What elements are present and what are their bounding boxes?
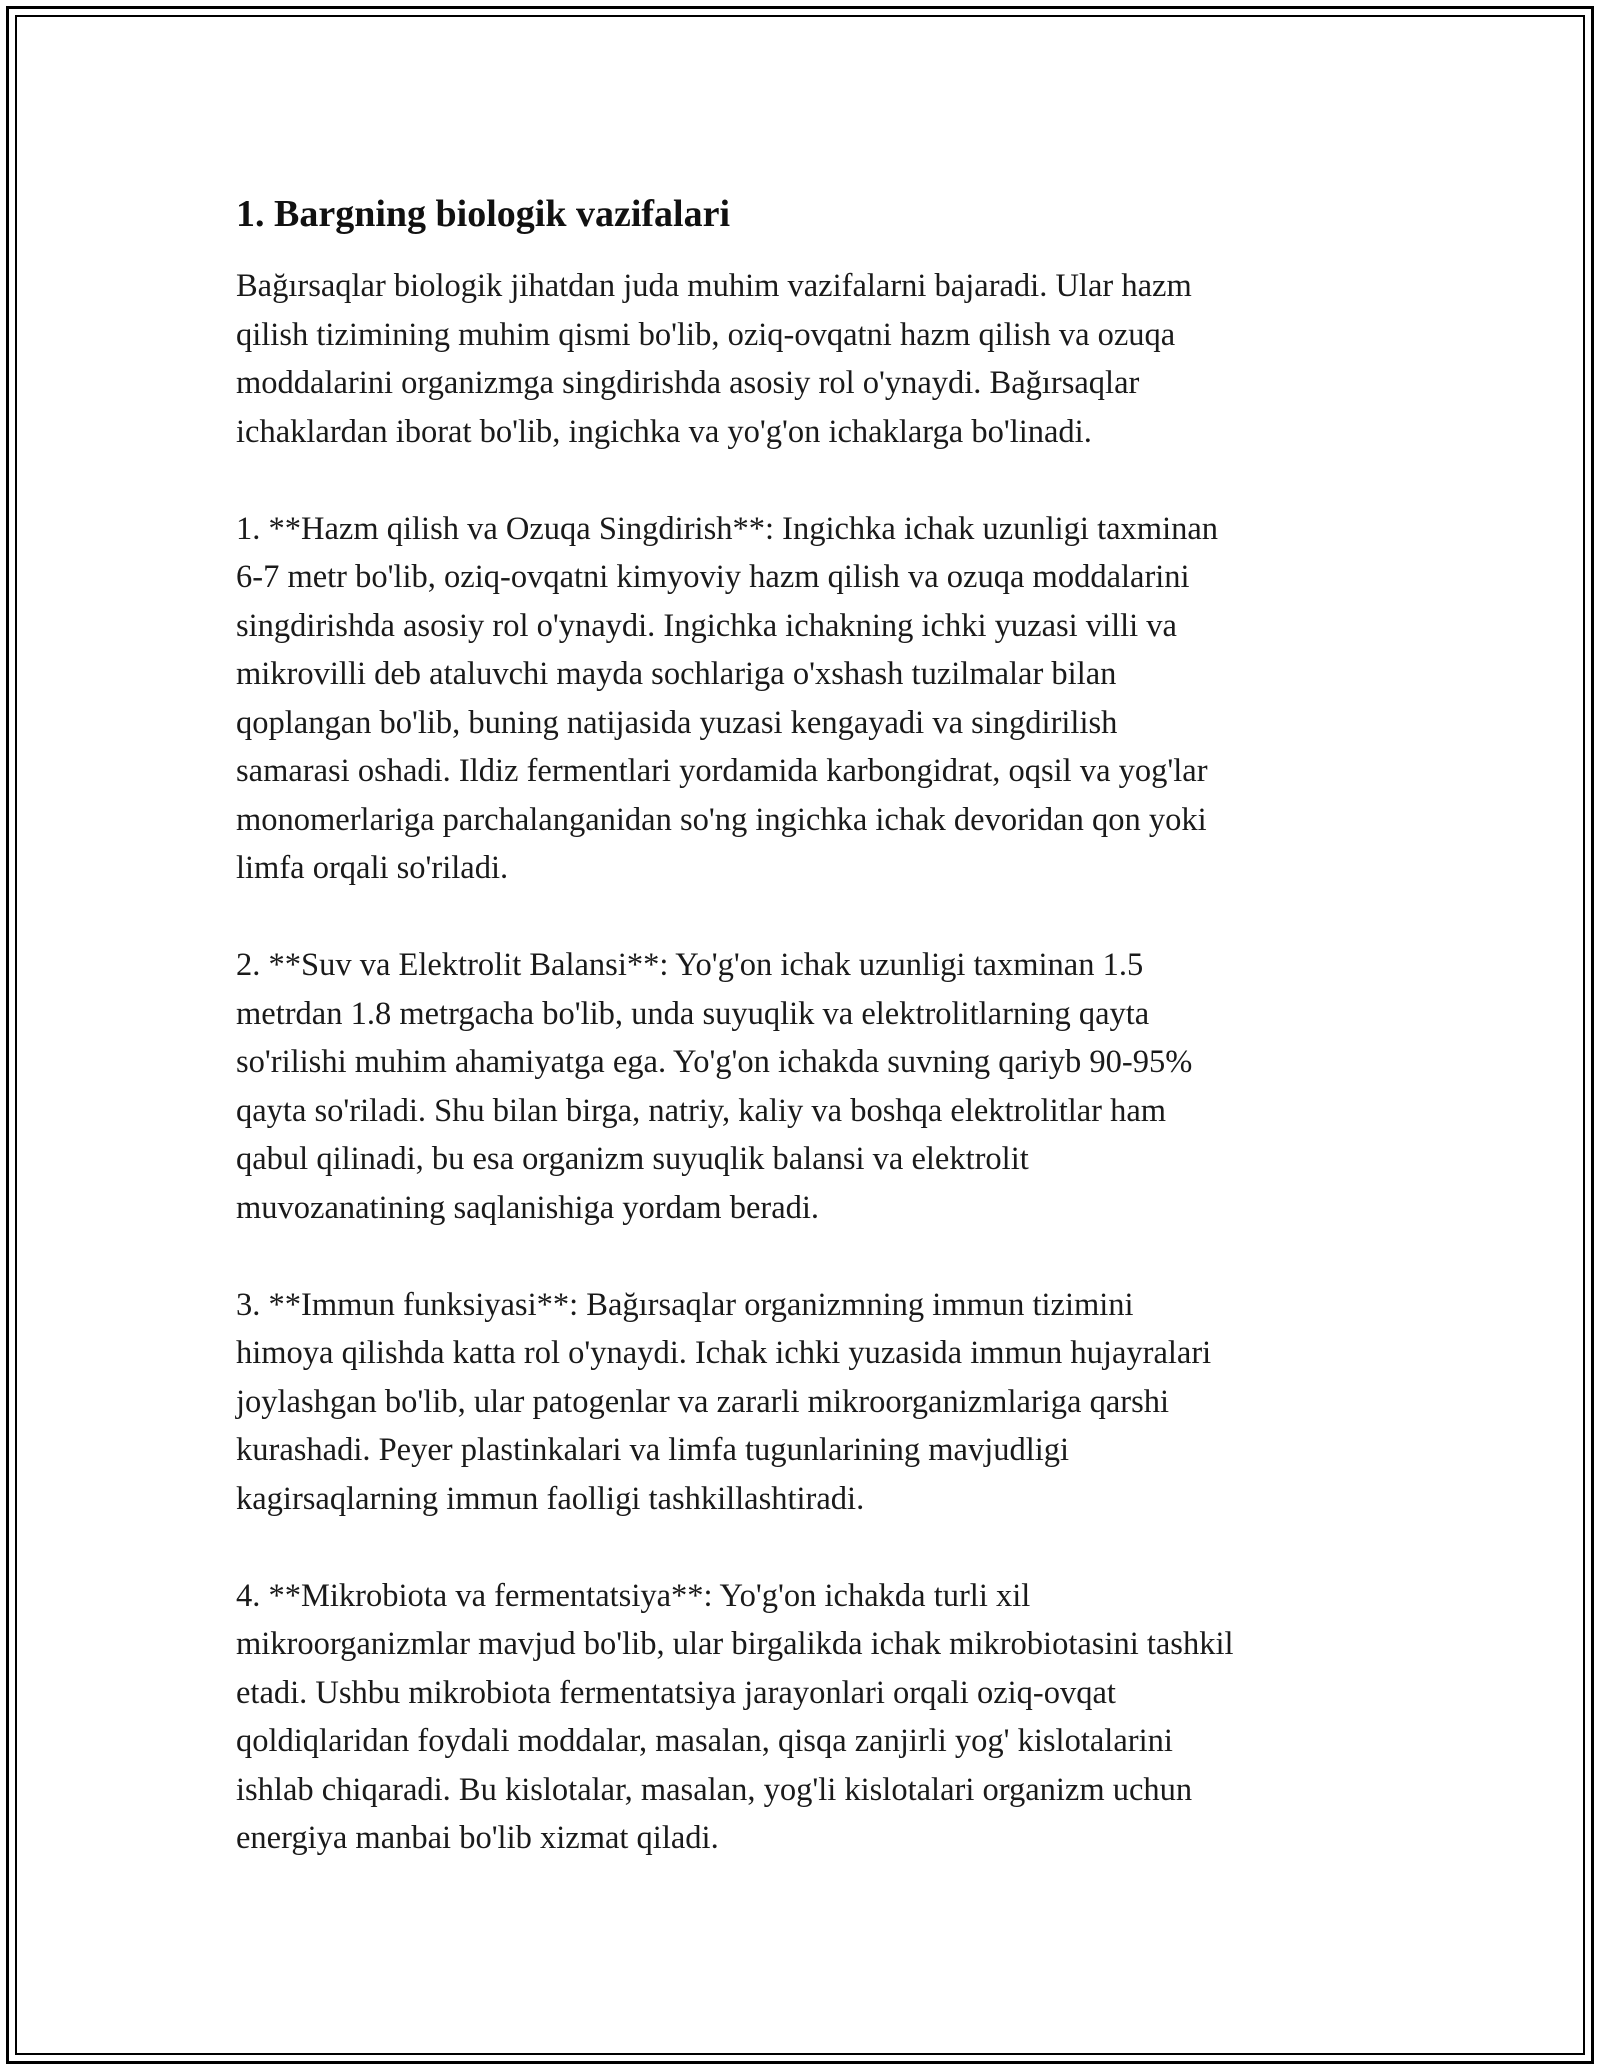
- text-line: qoldiqlaridan foydali moddalar, masalan, qisqa zanjirli yog' kislotalarini: [236, 1723, 1173, 1759]
- text-line: 3. **Immun funksiyasi**: Bağırsaqlar organizmning immun tizimini: [236, 1286, 1134, 1323]
- text-line: so'rilishi muhim ahamiyatga ega. Yo'g'on ichakda suvning qariyb 90-95%: [236, 1044, 1193, 1080]
- text-line: ishlab chiqaradi. Bu kislotalar, masalan, yog'li kislotalari organizm uchun: [236, 1771, 1193, 1808]
- text-line: limfa orqali so'riladi.: [236, 850, 509, 886]
- text-line: qilish tizimining muhim qismi bo'lib, oziq-ovqatni hazm qilish va ozuqa: [236, 316, 1176, 353]
- text-line: 4. **Mikrobiota va fermentatsiya**: Yo'g'on ichakda turli xil: [236, 1577, 1031, 1614]
- text-line: muvozanatining saqlanishiga yordam beradi.: [236, 1189, 820, 1226]
- text-line: samarasi oshadi. Ildiz fermentlari yordamida karbongidrat, oqsil va yog'lar: [236, 753, 1208, 789]
- text-line: metrdan 1.8 metrgacha bo'lib, unda suyuqlik va elektrolitlarning qayta: [236, 995, 1150, 1032]
- text-line: moddalarini organizmga singdirishda asosiy rol o'ynaydi. Bağırsaqlar: [236, 365, 1140, 401]
- paragraph-water-electrolyte: [236, 941, 1376, 1232]
- text-line: qayta so'riladi. Shu bilan birga, natriy, kaliy va boshqa elektrolitlar ham: [236, 1092, 1167, 1129]
- text-line: mikroorganizmlar mavjud bo'lib, ular birgalikda ichak mikrobiotasini tashkil: [236, 1626, 1234, 1662]
- document-body: [236, 190, 1376, 1911]
- text-line: etadi. Ushbu mikrobiota fermentatsiya jarayonlari orqali oziq-ovqat: [236, 1674, 1116, 1711]
- paragraph-immune: [236, 1281, 1376, 1524]
- text-line: singdirishda asosiy rol o'ynaydi. Ingichka ichakning ichki yuzasi villi va: [236, 607, 1177, 644]
- text-line: 6-7 metr bo'lib, oziq-ovqatni kimyoviy hazm qilish va ozuqa moddalarini: [236, 559, 1190, 595]
- text-line: energiya manbai bo'lib xizmat qiladi.: [236, 1820, 719, 1856]
- text-line: Bağırsaqlar biologik jihatdan juda muhim vazifalarni bajaradi. Ular hazm: [236, 268, 1192, 304]
- text-line: joylashgan bo'lib, ular patogenlar va zararli mikroorganizmlariga qarshi: [236, 1383, 1169, 1420]
- text-line: kurashadi. Peyer plastinkalari va limfa tugunlarining mavjudligi: [236, 1432, 1070, 1468]
- text-line: mikrovilli deb ataluvchi mayda sochlariga o'xshash tuzilmalar bilan: [236, 656, 1117, 692]
- text-line: 2. **Suv va Elektrolit Balansi**: Yo'g'on ichak uzunligi taxminan 1.5: [236, 947, 1144, 983]
- paragraph-digestion: [236, 505, 1376, 893]
- text-line: kagirsaqlarning immun faolligi tashkillashtiradi.: [236, 1480, 865, 1517]
- text-line: 1. **Hazm qilish va Ozuqa Singdirish**: Ingichka ichak uzunligi taxminan: [236, 510, 1219, 547]
- text-line: ichaklardan iborat bo'lib, ingichka va yo'g'on ichaklarga bo'linadi.: [236, 413, 1092, 450]
- text-line: qabul qilinadi, bu esa organizm suyuqlik balansi va elektrolit: [236, 1141, 1029, 1177]
- text-line: monomerlariga parchalanganidan so'ng ingichka ichak devoridan qon yoki: [236, 801, 1207, 838]
- document-title: 1. Bargning biologik vazifalari: [236, 193, 731, 235]
- text-line: himoya qilishda katta rol o'ynaydi. Ichak ichki yuzasida immun hujayralari: [236, 1335, 1212, 1371]
- paragraph-microbiota: [236, 1572, 1376, 1863]
- intro-paragraph: [236, 262, 1376, 456]
- text-line: qoplangan bo'lib, buning natijasida yuzasi kengayadi va singdirilish: [236, 704, 1118, 741]
